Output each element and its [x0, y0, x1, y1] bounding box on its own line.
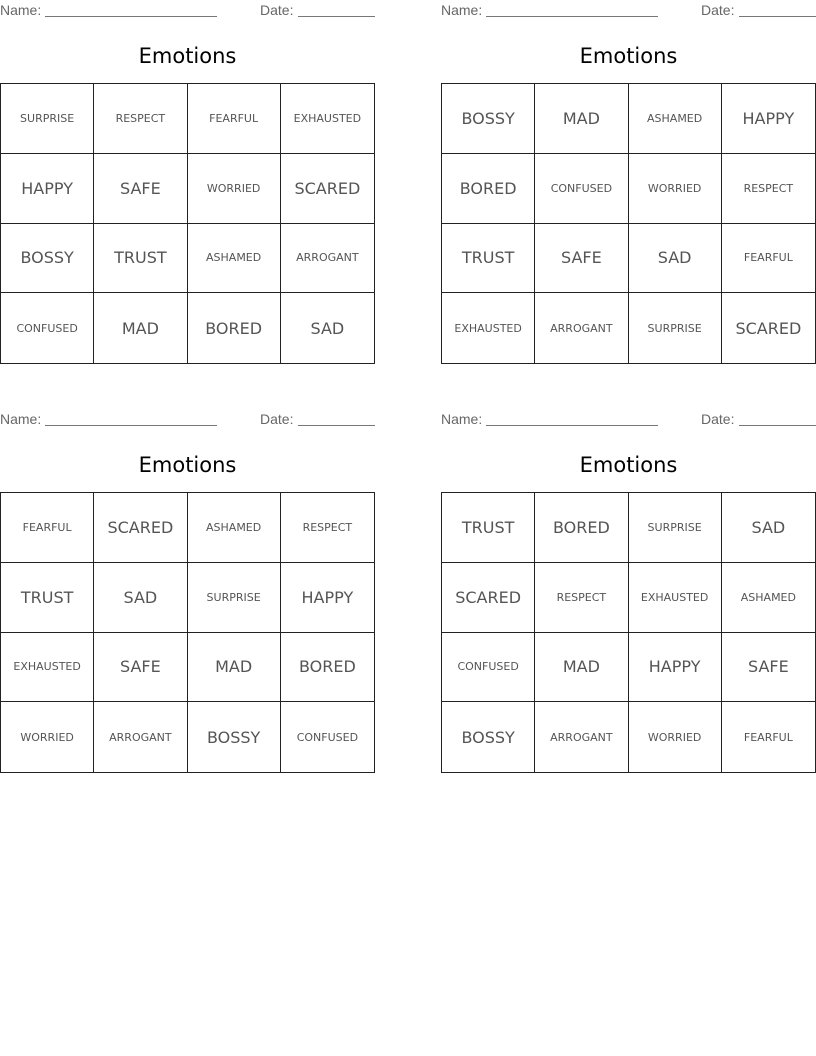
bingo-cell[interactable]: ASHAMED: [722, 563, 815, 633]
bingo-cell[interactable]: SCARED: [281, 154, 374, 224]
bingo-cell[interactable]: WORRIED: [629, 702, 722, 772]
card-title: Emotions: [579, 453, 678, 477]
bingo-cell[interactable]: SAD: [94, 563, 187, 633]
bingo-cell[interactable]: TRUST: [94, 224, 187, 294]
bingo-cell[interactable]: RESPECT: [722, 154, 815, 224]
card-header: [0, 0, 375, 24]
name-label: Name:: [0, 2, 42, 18]
bingo-cell[interactable]: ASHAMED: [188, 493, 281, 563]
bingo-cell[interactable]: SURPRISE: [1, 84, 94, 154]
card-title: Emotions: [579, 44, 678, 68]
bingo-cell[interactable]: BORED: [281, 633, 374, 703]
bingo-cell[interactable]: WORRIED: [629, 154, 722, 224]
bingo-cell[interactable]: SAFE: [94, 633, 187, 703]
bingo-cell[interactable]: SCARED: [735, 318, 802, 338]
bingo-cell[interactable]: TRUST: [1, 563, 94, 633]
bingo-cell[interactable]: BORED: [188, 293, 281, 363]
name-field-line[interactable]: [45, 16, 217, 17]
bingo-grid: [0, 492, 375, 773]
bingo-cell[interactable]: EXHAUSTED: [442, 293, 535, 363]
bingo-cell[interactable]: HAPPY: [1, 154, 94, 224]
bingo-cell[interactable]: WORRIED: [1, 702, 94, 772]
name-field-line[interactable]: [486, 16, 658, 17]
name-field-line[interactable]: [45, 425, 217, 426]
bingo-cell[interactable]: SAD: [722, 493, 815, 563]
bingo-cell[interactable]: SCARED: [442, 563, 535, 633]
bingo-cell[interactable]: HAPPY: [281, 563, 374, 633]
card-header: [441, 0, 816, 24]
bingo-cell[interactable]: CONFUSED: [442, 633, 535, 703]
bingo-cell[interactable]: ASHAMED: [188, 224, 281, 294]
bingo-cell[interactable]: CONFUSED: [1, 293, 94, 363]
bingo-cell[interactable]: CONFUSED: [296, 730, 359, 744]
bingo-cell[interactable]: HAPPY: [629, 633, 722, 703]
bingo-cell[interactable]: EXHAUSTED: [1, 633, 94, 703]
bingo-cell[interactable]: ASHAMED: [629, 84, 722, 154]
bingo-card-1: [0, 0, 375, 364]
bingo-cell[interactable]: RESPECT: [535, 563, 628, 633]
bingo-cell[interactable]: ARROGANT: [535, 702, 628, 772]
bingo-cell[interactable]: SURPRISE: [188, 563, 281, 633]
bingo-cell[interactable]: FEARFUL: [188, 84, 281, 154]
bingo-cell[interactable]: MAD: [535, 84, 628, 154]
card-title: Emotions: [138, 44, 237, 68]
bingo-cell[interactable]: EXHAUSTED: [629, 563, 722, 633]
name-label: Name:: [441, 2, 483, 18]
bingo-cell[interactable]: ARROGANT: [94, 702, 187, 772]
bingo-cell[interactable]: BOSSY: [1, 224, 94, 294]
name-field-line[interactable]: [486, 425, 658, 426]
bingo-cell[interactable]: BOSSY: [442, 84, 535, 154]
bingo-cell[interactable]: SAD: [310, 318, 345, 338]
bingo-cell[interactable]: CONFUSED: [535, 154, 628, 224]
bingo-cell[interactable]: WORRIED: [188, 154, 281, 224]
date-field-line[interactable]: [298, 16, 375, 17]
name-label: Name:: [0, 411, 42, 427]
date-field-line[interactable]: [298, 425, 375, 426]
bingo-cell[interactable]: SURPRISE: [629, 493, 722, 563]
date-field-line[interactable]: [739, 16, 816, 17]
bingo-grid: [441, 492, 816, 773]
bingo-grid: [0, 83, 375, 364]
bingo-cell[interactable]: FEARFUL: [743, 730, 793, 744]
bingo-cell[interactable]: FEARFUL: [1, 493, 94, 563]
bingo-cell[interactable]: SAD: [629, 224, 722, 294]
bingo-card-3: [0, 409, 375, 773]
date-label: Date:: [260, 411, 294, 427]
bingo-card-4: [441, 409, 816, 773]
bingo-cell[interactable]: MAD: [535, 633, 628, 703]
bingo-cell[interactable]: ARROGANT: [535, 293, 628, 363]
bingo-cell[interactable]: SAFE: [722, 633, 815, 703]
card-header: [0, 409, 375, 433]
bingo-cell[interactable]: SCARED: [94, 493, 187, 563]
bingo-cell[interactable]: MAD: [188, 633, 281, 703]
bingo-cell[interactable]: TRUST: [442, 224, 535, 294]
bingo-cell[interactable]: BORED: [535, 493, 628, 563]
bingo-cell[interactable]: RESPECT: [94, 84, 187, 154]
bingo-cell[interactable]: BOSSY: [442, 702, 535, 772]
date-label: Date:: [701, 2, 735, 18]
card-header: [441, 409, 816, 433]
bingo-cell[interactable]: SURPRISE: [629, 293, 722, 363]
bingo-cell[interactable]: HAPPY: [722, 84, 815, 154]
name-label: Name:: [441, 411, 483, 427]
bingo-cell[interactable]: ARROGANT: [281, 224, 374, 294]
bingo-grid: [441, 83, 816, 364]
date-label: Date:: [260, 2, 294, 18]
date-label: Date:: [701, 411, 735, 427]
bingo-cell[interactable]: EXHAUSTED: [281, 84, 374, 154]
date-field-line[interactable]: [739, 425, 816, 426]
bingo-cell[interactable]: RESPECT: [281, 493, 374, 563]
bingo-cell[interactable]: BOSSY: [188, 702, 281, 772]
bingo-cell[interactable]: BORED: [442, 154, 535, 224]
bingo-cell[interactable]: SAFE: [94, 154, 187, 224]
bingo-cell[interactable]: SAFE: [535, 224, 628, 294]
bingo-cell[interactable]: MAD: [94, 293, 187, 363]
bingo-card-2: [441, 0, 816, 364]
bingo-cell[interactable]: FEARFUL: [722, 224, 815, 294]
bingo-cell[interactable]: TRUST: [442, 493, 535, 563]
card-title: Emotions: [138, 453, 237, 477]
